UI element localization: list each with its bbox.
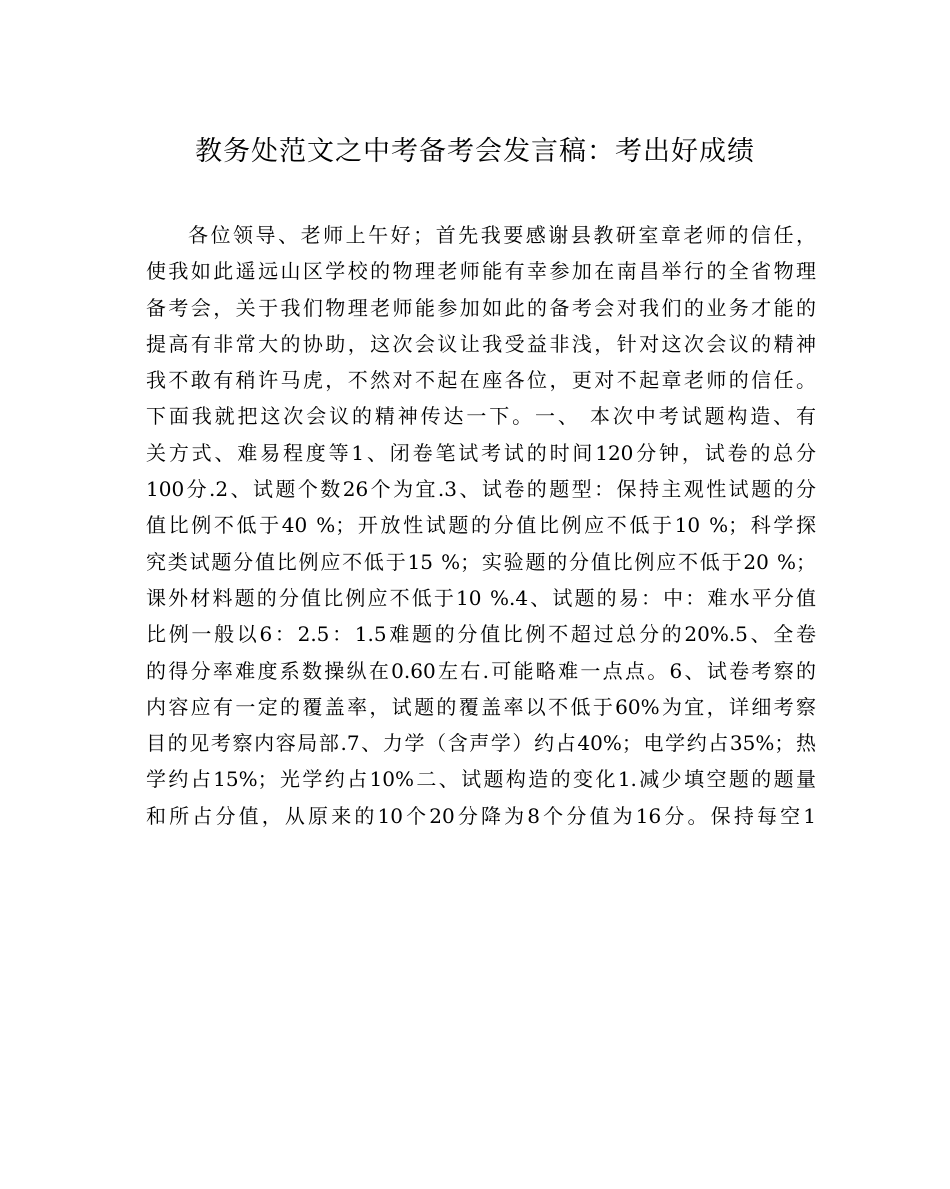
body-line: 值比例不低于40 %；开放性试题的分值比例应不低于10 %；科学探: [146, 513, 816, 538]
body-line: 提高有非常大的协助，这次会议让我受益非浅，针对这次会议的精神: [146, 331, 816, 356]
document-body: [146, 217, 816, 834]
body-line: 学约占15%；光学约占10%二、试题构造的变化1.减少填空题的题量: [146, 767, 816, 792]
body-line: 我不敢有稍许马虎，不然对不起在座各位，更对不起章老师的信任。: [146, 368, 816, 393]
body-line: 比例一般以6：2.5：1.5难题的分值比例不超过总分的20%.5、全卷: [146, 622, 816, 647]
body-line: 课外材料题的分值比例应不低于10 %.4、试题的易：中：难水平分值: [146, 585, 816, 610]
body-line: 目的见考察内容局部.7、力学（含声学）约占40%；电学约占35%；热: [146, 731, 816, 756]
body-line: 关方式、难易程度等1、闭卷笔试考试的时间120分钟，试卷的总分: [146, 440, 816, 465]
body-line: 使我如此遥远山区学校的物理老师能有幸参加在南昌举行的全省物理: [146, 259, 816, 284]
body-line: 备考会，关于我们物理老师能参加如此的备考会对我们的业务才能的: [146, 295, 816, 320]
body-line: 内容应有一定的覆盖率，试题的覆盖率以不低于60%为宜，详细考察: [146, 694, 816, 719]
body-line: 的得分率难度系数操纵在0.60左右.可能略难一点点。6、试卷考察的: [146, 658, 816, 683]
body-line: 100分.2、试题个数26个为宜.3、试卷的题型：保持主观性试题的分: [146, 477, 816, 502]
body-line: 和所占分值，从原来的10个20分降为8个分值为16分。保持每空1: [146, 803, 816, 828]
body-line: 究类试题分值比例应不低于15 %；实验题的分值比例应不低于20 %；: [146, 549, 816, 574]
body-line: 下面我就把这次会议的精神传达一下。一、 本次中考试题构造、有: [146, 404, 816, 429]
body-line: 各位领导、老师上午好；首先我要感谢县教研室章老师的信任，: [188, 223, 816, 247]
document-title: 教务处范文之中考备考会发言稿：考出好成绩: [195, 136, 755, 167]
